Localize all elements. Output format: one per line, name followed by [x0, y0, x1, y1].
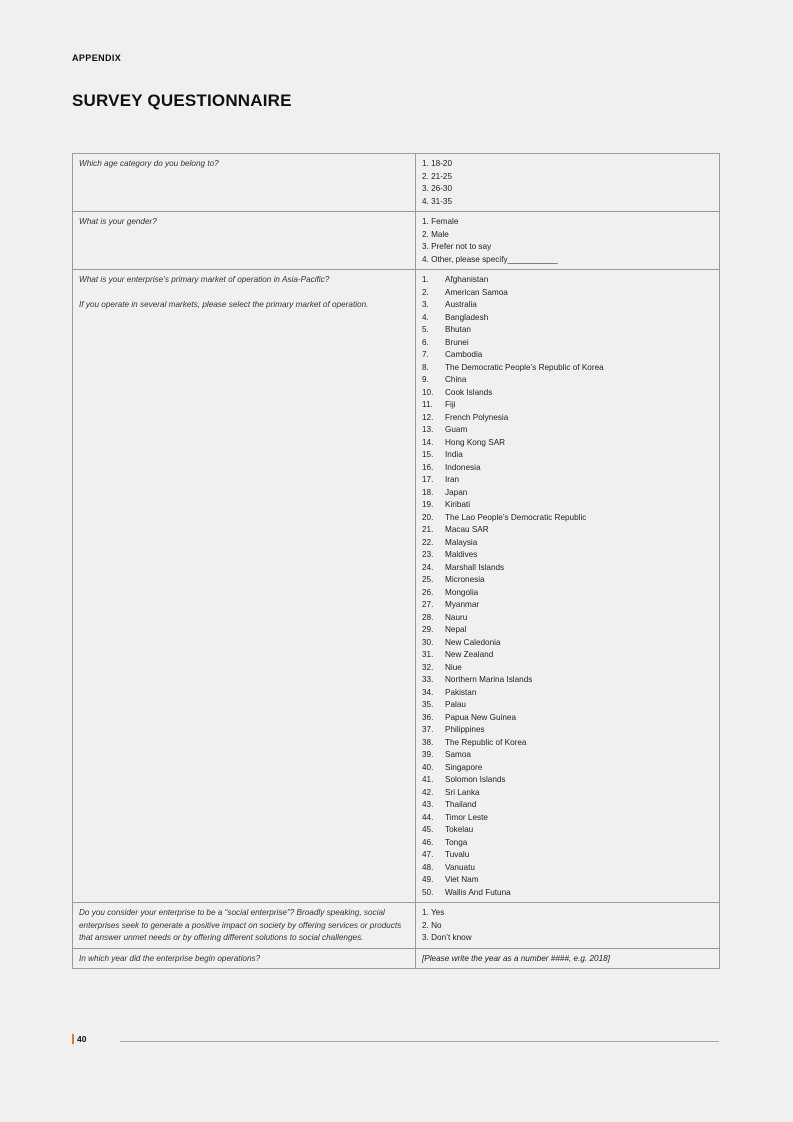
list-item — [422, 324, 713, 337]
item-number: 35. — [422, 700, 434, 709]
list-item — [422, 887, 713, 900]
country-name: Thailand — [445, 800, 477, 809]
item-number: 23. — [422, 550, 434, 559]
question-cell — [73, 154, 416, 212]
list-item — [422, 537, 713, 550]
table-row — [73, 212, 720, 270]
list-item — [422, 574, 713, 587]
list-item: 1. Yes — [422, 908, 445, 917]
item-number: 50. — [422, 887, 434, 897]
question-cell — [73, 903, 416, 949]
footer-divider — [120, 1041, 719, 1042]
item-number: 7. — [422, 350, 429, 359]
country-name: Indonesia — [445, 462, 481, 472]
question-spacer — [79, 287, 409, 300]
list-item — [422, 387, 713, 400]
country-name: Solomon Islands — [445, 775, 506, 784]
item-number: 6. — [422, 337, 429, 347]
list-item: 2. Male — [422, 229, 449, 239]
question-text: In which year did the enterprise begin operations? — [79, 953, 261, 963]
country-name: Tuvalu — [445, 850, 470, 859]
list-item — [422, 299, 713, 312]
list-item — [422, 524, 713, 537]
table-row — [73, 948, 720, 969]
country-name: Nepal — [445, 625, 467, 634]
table-row — [73, 154, 720, 212]
list-item — [422, 749, 713, 762]
list-item — [422, 562, 713, 575]
item-number: 31. — [422, 650, 434, 659]
country-name: Vanuatu — [445, 862, 475, 872]
item-number: 43. — [422, 800, 434, 809]
list-item — [422, 624, 713, 637]
country-name: Timor Leste — [445, 812, 488, 822]
country-name: New Caledonia — [445, 637, 501, 647]
question-text: Which age category do you belong to? — [79, 159, 219, 168]
country-name: China — [445, 375, 467, 384]
country-name: Brunei — [445, 337, 469, 347]
country-name: Iran — [445, 475, 460, 484]
item-number: 21. — [422, 525, 434, 534]
country-name: Palau — [445, 700, 466, 709]
item-number: 41. — [422, 775, 434, 784]
list-item — [422, 724, 713, 737]
country-name: American Samoa — [445, 287, 508, 297]
list-item — [422, 687, 713, 700]
item-number: 3. — [422, 300, 429, 309]
list-item — [422, 799, 713, 812]
country-name: India — [445, 450, 463, 459]
country-name: The Lao People’s Democratic Republic — [445, 512, 587, 522]
list-item: 3. Prefer not to say — [422, 242, 492, 251]
list-item — [422, 437, 713, 450]
country-name: Cambodia — [445, 350, 483, 359]
item-number: 38. — [422, 737, 434, 747]
country-name: Japan — [445, 487, 468, 497]
item-number: 2. — [422, 287, 429, 297]
list-item — [422, 399, 713, 412]
country-name: Philippines — [445, 725, 485, 734]
list-item — [422, 812, 713, 825]
item-number: 18. — [422, 487, 434, 497]
country-name: The Democratic People’s Republic of Korea — [445, 362, 604, 372]
list-item — [422, 874, 713, 887]
country-name: Mongolia — [445, 587, 479, 597]
country-name: New Zealand — [445, 650, 494, 659]
country-name: Fiji — [445, 400, 456, 409]
item-number: 10. — [422, 387, 434, 397]
country-name: Bangladesh — [445, 312, 489, 322]
item-number: 26. — [422, 587, 434, 597]
list-item — [422, 349, 713, 362]
list-item — [422, 599, 713, 612]
list-item — [422, 649, 713, 662]
country-name: Malaysia — [445, 537, 478, 547]
list-item: 4. Other, please specify___________ — [422, 254, 558, 264]
list-item — [422, 837, 713, 850]
list-item — [422, 312, 713, 325]
item-number: 44. — [422, 812, 434, 822]
country-name: Myanmar — [445, 600, 480, 609]
list-item — [422, 449, 713, 462]
item-number: 27. — [422, 600, 434, 609]
item-number: 20. — [422, 512, 434, 522]
country-name: French Polynesia — [445, 412, 509, 422]
item-number: 19. — [422, 500, 434, 509]
list-item — [422, 787, 713, 800]
list-item — [422, 462, 713, 475]
list-item — [422, 824, 713, 837]
list-item: 2. 21-25 — [422, 171, 453, 181]
item-number: 47. — [422, 850, 434, 859]
item-number: 13. — [422, 425, 434, 434]
list-item: 1. 18-20 — [422, 159, 453, 168]
item-number: 15. — [422, 450, 434, 459]
item-number: 28. — [422, 612, 434, 622]
questionnaire-table — [72, 153, 720, 969]
page-number: 40 — [72, 1034, 86, 1044]
question-cell — [73, 270, 416, 903]
item-number: 24. — [422, 562, 434, 572]
list-item — [422, 612, 713, 625]
question-text: Do you consider your enterprise to be a “social enterprise”? Broadly speaking, social enterprises seek to generate a positive impact on society by offering services or products that answer unmet needs or by offering different solutions to social challenges. — [79, 908, 402, 942]
item-number: 5. — [422, 325, 429, 334]
item-number: 34. — [422, 687, 434, 697]
option-list — [422, 158, 713, 208]
answer-cell — [416, 270, 720, 903]
country-name: Guam — [445, 425, 468, 434]
list-item: 2. No — [422, 920, 442, 930]
list-item — [422, 699, 713, 712]
list-item — [422, 662, 713, 675]
list-item — [422, 424, 713, 437]
country-name: Viet Nam — [445, 875, 479, 884]
option-list — [422, 216, 713, 266]
item-number: 9. — [422, 375, 429, 384]
section-label: APPENDIX — [72, 53, 122, 63]
list-item — [422, 549, 713, 562]
item-number: 37. — [422, 725, 434, 734]
country-name: Tokelau — [445, 825, 474, 834]
item-number: 1. — [422, 275, 429, 284]
list-item — [422, 587, 713, 600]
list-item — [422, 474, 713, 487]
item-number: 49. — [422, 875, 434, 884]
question-cell — [73, 212, 416, 270]
country-name: Kiribati — [445, 500, 471, 509]
country-name: Singapore — [445, 762, 483, 772]
country-name: Macau SAR — [445, 525, 489, 534]
country-name: Nauru — [445, 612, 468, 622]
country-name: Marshall Islands — [445, 562, 505, 572]
list-item — [422, 774, 713, 787]
item-number: 29. — [422, 625, 434, 634]
list-item — [422, 674, 713, 687]
answer-cell — [416, 212, 720, 270]
item-number: 45. — [422, 825, 434, 834]
item-number: 48. — [422, 862, 434, 872]
list-item — [422, 337, 713, 350]
answer-cell — [416, 154, 720, 212]
item-number: 36. — [422, 712, 434, 722]
item-number: 42. — [422, 787, 434, 797]
list-item — [422, 374, 713, 387]
item-number: 12. — [422, 412, 434, 422]
country-name: Papua New Guinea — [445, 712, 517, 722]
country-list — [422, 274, 713, 899]
item-number: 4. — [422, 312, 429, 322]
question-cell — [73, 948, 416, 969]
country-name: Tonga — [445, 837, 468, 847]
table-row — [73, 903, 720, 949]
option-list — [422, 907, 713, 945]
item-number: 25. — [422, 575, 434, 584]
list-item — [422, 737, 713, 750]
item-number: 22. — [422, 537, 434, 547]
list-item — [422, 512, 713, 525]
country-name: Niue — [445, 662, 462, 672]
country-name: Samoa — [445, 750, 471, 759]
item-number: 46. — [422, 837, 434, 847]
question-text: What is your gender? — [79, 217, 157, 226]
item-number: 40. — [422, 762, 434, 772]
country-name: Maldives — [445, 550, 478, 559]
list-item: 4. 31-35 — [422, 196, 453, 206]
question-note: If you operate in several markets, please select the primary market of operation. — [79, 300, 369, 309]
country-name: The Republic of Korea — [445, 737, 527, 747]
list-item — [422, 849, 713, 862]
country-name: Micronesia — [445, 575, 485, 584]
item-number: 32. — [422, 662, 434, 672]
list-item: 1. Female — [422, 217, 459, 226]
list-item — [422, 637, 713, 650]
country-name: Hong Kong SAR — [445, 437, 506, 447]
country-name: Wallis And Futuna — [445, 887, 511, 897]
country-name: Cook Islands — [445, 387, 493, 397]
list-item — [422, 274, 713, 287]
list-item — [422, 487, 713, 500]
answer-cell — [416, 903, 720, 949]
list-item — [422, 862, 713, 875]
country-name: Northern Marina Islands — [445, 675, 533, 684]
country-name: Sri Lanka — [445, 787, 480, 797]
item-number: 33. — [422, 675, 434, 684]
list-item — [422, 762, 713, 775]
list-item: 3. 26-30 — [422, 184, 453, 193]
table-row — [73, 270, 720, 903]
item-number: 39. — [422, 750, 434, 759]
item-number: 17. — [422, 475, 434, 484]
answer-cell — [416, 948, 720, 969]
item-number: 8. — [422, 362, 429, 372]
country-name: Australia — [445, 300, 477, 309]
item-number: 16. — [422, 462, 434, 472]
item-number: 14. — [422, 437, 434, 447]
list-item — [422, 499, 713, 512]
country-name: Bhutan — [445, 325, 471, 334]
list-item — [422, 412, 713, 425]
list-item — [422, 287, 713, 300]
answer-instruction: [Please write the year as a number ####, e.g. 2018] — [422, 953, 610, 963]
item-number: 30. — [422, 637, 434, 647]
item-number: 11. — [422, 400, 433, 409]
question-text: What is your enterprise’s primary market of operation in Asia-Pacific? — [79, 275, 330, 284]
list-item: 3. Don’t know — [422, 933, 472, 942]
page-title: SURVEY QUESTIONNAIRE — [72, 91, 292, 110]
list-item — [422, 712, 713, 725]
country-name: Pakistan — [445, 687, 477, 697]
country-name: Afghanistan — [445, 275, 489, 284]
list-item — [422, 362, 713, 375]
